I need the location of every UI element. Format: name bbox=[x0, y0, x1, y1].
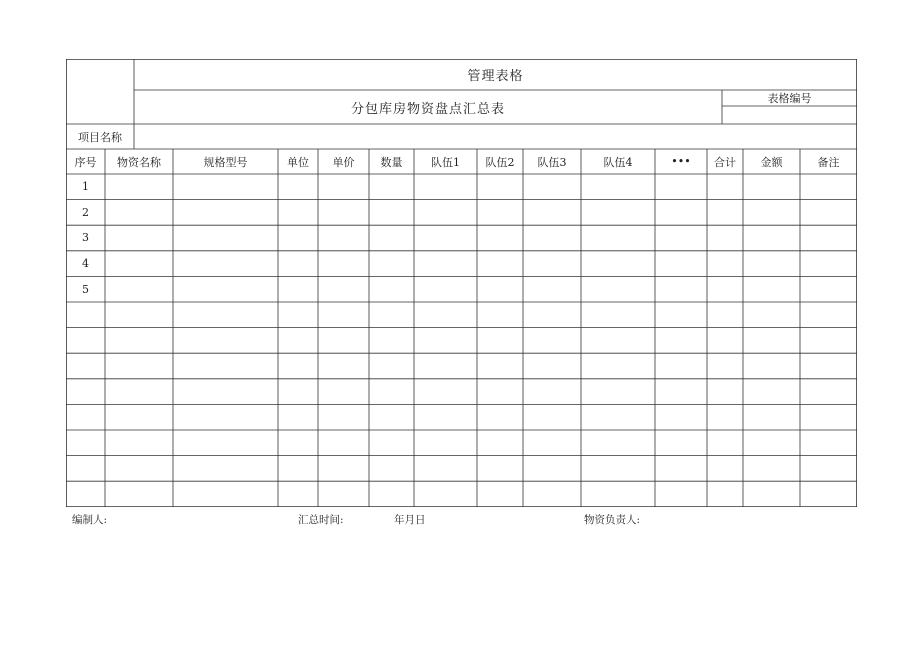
table-cell[interactable] bbox=[707, 353, 743, 379]
table-cell[interactable] bbox=[105, 174, 173, 200]
table-cell[interactable] bbox=[278, 481, 318, 507]
table-cell[interactable] bbox=[523, 481, 581, 507]
table-cell[interactable] bbox=[318, 481, 369, 507]
table-cell[interactable] bbox=[173, 225, 278, 251]
table-cell[interactable] bbox=[173, 430, 278, 456]
column-header: 队伍1 bbox=[431, 155, 460, 169]
table-cell[interactable] bbox=[278, 353, 318, 379]
row-number bbox=[66, 456, 105, 482]
table-cell[interactable] bbox=[477, 379, 523, 405]
table-cell[interactable] bbox=[369, 276, 414, 302]
table-cell[interactable] bbox=[477, 251, 523, 277]
table-cell[interactable] bbox=[523, 302, 581, 328]
table-cell[interactable] bbox=[800, 251, 857, 277]
table-cell[interactable] bbox=[581, 276, 655, 302]
form-number-label: 表格编号 bbox=[767, 92, 812, 105]
table-cell[interactable] bbox=[414, 225, 477, 251]
table-cell[interactable] bbox=[278, 225, 318, 251]
table-cell[interactable] bbox=[800, 456, 857, 482]
table-cell[interactable] bbox=[523, 379, 581, 405]
table-cell[interactable] bbox=[318, 328, 369, 354]
column-header: 合计 bbox=[714, 155, 736, 169]
column-header: 队伍2 bbox=[485, 155, 515, 169]
column-header: ••• bbox=[671, 155, 691, 168]
table-cell[interactable] bbox=[477, 276, 523, 302]
table-cell[interactable] bbox=[173, 251, 278, 277]
table-cell[interactable] bbox=[655, 404, 707, 430]
table-cell[interactable] bbox=[743, 353, 800, 379]
table-cell[interactable] bbox=[318, 430, 369, 456]
table-cell[interactable] bbox=[523, 276, 581, 302]
table-cell[interactable] bbox=[800, 404, 857, 430]
table-cell[interactable] bbox=[707, 200, 743, 226]
table-cell[interactable] bbox=[800, 430, 857, 456]
table-cell[interactable] bbox=[800, 174, 857, 200]
table-cell[interactable] bbox=[581, 200, 655, 226]
table-cell[interactable] bbox=[477, 328, 523, 354]
row-number bbox=[66, 430, 105, 456]
table-cell[interactable] bbox=[655, 430, 707, 456]
table-cell[interactable] bbox=[318, 456, 369, 482]
table-cell[interactable] bbox=[318, 404, 369, 430]
table-cell[interactable] bbox=[477, 404, 523, 430]
table-cell[interactable] bbox=[743, 302, 800, 328]
column-header: 队伍4 bbox=[603, 155, 633, 169]
table-cell[interactable] bbox=[369, 328, 414, 354]
table-cell[interactable] bbox=[369, 174, 414, 200]
table-cell[interactable] bbox=[707, 404, 743, 430]
column-header: 数量 bbox=[380, 155, 403, 169]
table-cell[interactable] bbox=[477, 174, 523, 200]
table-cell[interactable] bbox=[318, 302, 369, 328]
table-cell[interactable] bbox=[707, 225, 743, 251]
table-cell[interactable] bbox=[581, 251, 655, 277]
row-number: 1 bbox=[82, 180, 89, 194]
table-cell[interactable] bbox=[707, 456, 743, 482]
table-cell[interactable] bbox=[581, 328, 655, 354]
table-cell[interactable] bbox=[743, 456, 800, 482]
table-cell[interactable] bbox=[581, 225, 655, 251]
table-cell[interactable] bbox=[523, 404, 581, 430]
table-cell[interactable] bbox=[477, 225, 523, 251]
summary-date-label: 年月日 bbox=[394, 514, 426, 526]
table-cell[interactable] bbox=[369, 481, 414, 507]
table-cell[interactable] bbox=[278, 456, 318, 482]
table-cell[interactable] bbox=[800, 302, 857, 328]
table-cell[interactable] bbox=[523, 430, 581, 456]
row-number bbox=[66, 404, 105, 430]
table-cell[interactable] bbox=[369, 251, 414, 277]
table-cell[interactable] bbox=[743, 225, 800, 251]
table-cell[interactable] bbox=[581, 379, 655, 405]
table-cell[interactable] bbox=[523, 456, 581, 482]
column-header: 单价 bbox=[332, 155, 355, 169]
table-cell[interactable] bbox=[173, 328, 278, 354]
table-cell[interactable] bbox=[707, 302, 743, 328]
table-cell[interactable] bbox=[743, 276, 800, 302]
table-cell[interactable] bbox=[477, 481, 523, 507]
table-cell[interactable] bbox=[278, 276, 318, 302]
table-cell[interactable] bbox=[278, 200, 318, 226]
row-number bbox=[66, 302, 105, 328]
column-header: 单位 bbox=[287, 155, 309, 169]
table-cell[interactable] bbox=[655, 174, 707, 200]
table-cell[interactable] bbox=[800, 225, 857, 251]
table-cell[interactable] bbox=[707, 174, 743, 200]
column-header: 备注 bbox=[817, 155, 840, 169]
table-cell[interactable] bbox=[655, 328, 707, 354]
table-cell[interactable] bbox=[707, 276, 743, 302]
column-header: 金额 bbox=[760, 155, 783, 169]
compiler-label: 编制人: bbox=[72, 514, 108, 526]
table-cell[interactable] bbox=[414, 328, 477, 354]
form-number-value[interactable] bbox=[722, 106, 857, 124]
table-cell[interactable] bbox=[278, 430, 318, 456]
table-cell[interactable] bbox=[278, 379, 318, 405]
table-cell[interactable] bbox=[278, 328, 318, 354]
table-cell[interactable] bbox=[707, 430, 743, 456]
table-cell[interactable] bbox=[655, 481, 707, 507]
table-cell[interactable] bbox=[581, 430, 655, 456]
table-cell[interactable] bbox=[369, 302, 414, 328]
table-cell[interactable] bbox=[523, 200, 581, 226]
table-cell[interactable] bbox=[477, 302, 523, 328]
row-number bbox=[66, 379, 105, 405]
table-cell[interactable] bbox=[581, 404, 655, 430]
table-cell[interactable] bbox=[523, 328, 581, 354]
column-header: 队伍3 bbox=[537, 155, 567, 169]
table-cell[interactable] bbox=[414, 302, 477, 328]
table-cell[interactable] bbox=[800, 200, 857, 226]
table-cell[interactable] bbox=[743, 328, 800, 354]
table-cell[interactable] bbox=[477, 456, 523, 482]
row-number: 3 bbox=[82, 231, 89, 245]
table-cell[interactable] bbox=[743, 481, 800, 507]
main-title: 管理表格 bbox=[467, 69, 524, 84]
table-cell[interactable] bbox=[318, 200, 369, 226]
row-number bbox=[66, 328, 105, 354]
material-owner-label: 物资负责人: bbox=[584, 514, 641, 526]
table-cell[interactable] bbox=[369, 200, 414, 226]
row-number: 4 bbox=[82, 257, 89, 271]
table-cell[interactable] bbox=[477, 353, 523, 379]
table-cell[interactable] bbox=[318, 276, 369, 302]
table-cell[interactable] bbox=[414, 174, 477, 200]
table-cell[interactable] bbox=[173, 302, 278, 328]
table-cell[interactable] bbox=[173, 353, 278, 379]
table-cell[interactable] bbox=[743, 430, 800, 456]
table-cell[interactable] bbox=[581, 481, 655, 507]
table-cell[interactable] bbox=[105, 353, 173, 379]
table-cell[interactable] bbox=[173, 379, 278, 405]
table-cell[interactable] bbox=[707, 251, 743, 277]
table-cell[interactable] bbox=[655, 251, 707, 277]
column-header: 规格型号 bbox=[203, 155, 248, 169]
table-cell[interactable] bbox=[369, 225, 414, 251]
table-cell[interactable] bbox=[369, 353, 414, 379]
table-cell[interactable] bbox=[655, 379, 707, 405]
table-cell[interactable] bbox=[800, 328, 857, 354]
table-cell[interactable] bbox=[105, 251, 173, 277]
table-cell[interactable] bbox=[414, 200, 477, 226]
table-cell[interactable] bbox=[743, 174, 800, 200]
table-cell[interactable] bbox=[743, 200, 800, 226]
table-cell[interactable] bbox=[707, 328, 743, 354]
table-cell[interactable] bbox=[414, 404, 477, 430]
table-cell[interactable] bbox=[105, 404, 173, 430]
summary-time-label: 汇总时间: bbox=[298, 514, 344, 526]
table-cell[interactable] bbox=[655, 276, 707, 302]
table-cell[interactable] bbox=[655, 302, 707, 328]
table-cell[interactable] bbox=[655, 225, 707, 251]
table-cell[interactable] bbox=[105, 481, 173, 507]
table-cell[interactable] bbox=[523, 174, 581, 200]
table-cell[interactable] bbox=[173, 276, 278, 302]
table-cell[interactable] bbox=[369, 430, 414, 456]
row-number: 2 bbox=[82, 205, 89, 219]
table-cell[interactable] bbox=[581, 456, 655, 482]
table-cell[interactable] bbox=[105, 328, 173, 354]
table-cell[interactable] bbox=[581, 174, 655, 200]
table-cell[interactable] bbox=[318, 225, 369, 251]
table-cell[interactable] bbox=[105, 276, 173, 302]
row-number bbox=[66, 481, 105, 507]
column-header: 物资名称 bbox=[117, 155, 161, 169]
project-name-value[interactable] bbox=[134, 124, 857, 149]
column-header: 序号 bbox=[74, 155, 97, 169]
table-cell[interactable] bbox=[278, 302, 318, 328]
table-cell[interactable] bbox=[414, 481, 477, 507]
table-cell[interactable] bbox=[318, 353, 369, 379]
table-cell[interactable] bbox=[414, 379, 477, 405]
table-cell[interactable] bbox=[707, 379, 743, 405]
table-cell[interactable] bbox=[414, 430, 477, 456]
table-cell[interactable] bbox=[318, 174, 369, 200]
table-cell[interactable] bbox=[369, 379, 414, 405]
table-cell[interactable] bbox=[581, 302, 655, 328]
table-cell[interactable] bbox=[523, 251, 581, 277]
row-number bbox=[66, 353, 105, 379]
table-cell[interactable] bbox=[105, 302, 173, 328]
table-cell[interactable] bbox=[173, 404, 278, 430]
table-cell[interactable] bbox=[743, 379, 800, 405]
table-cell[interactable] bbox=[105, 430, 173, 456]
table-cell[interactable] bbox=[800, 353, 857, 379]
form-title: 分包库房物资盘点汇总表 bbox=[350, 101, 505, 117]
table-cell[interactable] bbox=[655, 456, 707, 482]
table-cell[interactable] bbox=[477, 430, 523, 456]
table-cell[interactable] bbox=[105, 456, 173, 482]
table-cell[interactable] bbox=[173, 200, 278, 226]
table-cell[interactable] bbox=[581, 353, 655, 379]
table-cell[interactable] bbox=[743, 251, 800, 277]
table-cell[interactable] bbox=[278, 174, 318, 200]
table-cell[interactable] bbox=[523, 353, 581, 379]
table-cell[interactable] bbox=[173, 456, 278, 482]
inventory-summary-form bbox=[66, 59, 857, 507]
table-cell[interactable] bbox=[173, 481, 278, 507]
table-cell[interactable] bbox=[105, 379, 173, 405]
table-cell[interactable] bbox=[800, 379, 857, 405]
table-cell[interactable] bbox=[743, 404, 800, 430]
row-number: 5 bbox=[82, 282, 89, 296]
table-cell[interactable] bbox=[477, 200, 523, 226]
table-cell[interactable] bbox=[800, 481, 857, 507]
table-cell[interactable] bbox=[707, 481, 743, 507]
table-cell[interactable] bbox=[278, 251, 318, 277]
table-cell[interactable] bbox=[369, 456, 414, 482]
table-cell[interactable] bbox=[105, 225, 173, 251]
table-cell[interactable] bbox=[523, 225, 581, 251]
table-cell[interactable] bbox=[800, 276, 857, 302]
table-cell[interactable] bbox=[414, 456, 477, 482]
table-cell[interactable] bbox=[414, 353, 477, 379]
table-cell[interactable] bbox=[369, 404, 414, 430]
project-name-label: 项目名称 bbox=[78, 130, 122, 144]
table-cell[interactable] bbox=[414, 276, 477, 302]
table-cell[interactable] bbox=[414, 251, 477, 277]
table-cell[interactable] bbox=[278, 404, 318, 430]
table-cell[interactable] bbox=[318, 251, 369, 277]
table-cell[interactable] bbox=[655, 353, 707, 379]
table-cell[interactable] bbox=[655, 200, 707, 226]
table-cell[interactable] bbox=[105, 200, 173, 226]
table-cell[interactable] bbox=[173, 174, 278, 200]
table-cell[interactable] bbox=[318, 379, 369, 405]
